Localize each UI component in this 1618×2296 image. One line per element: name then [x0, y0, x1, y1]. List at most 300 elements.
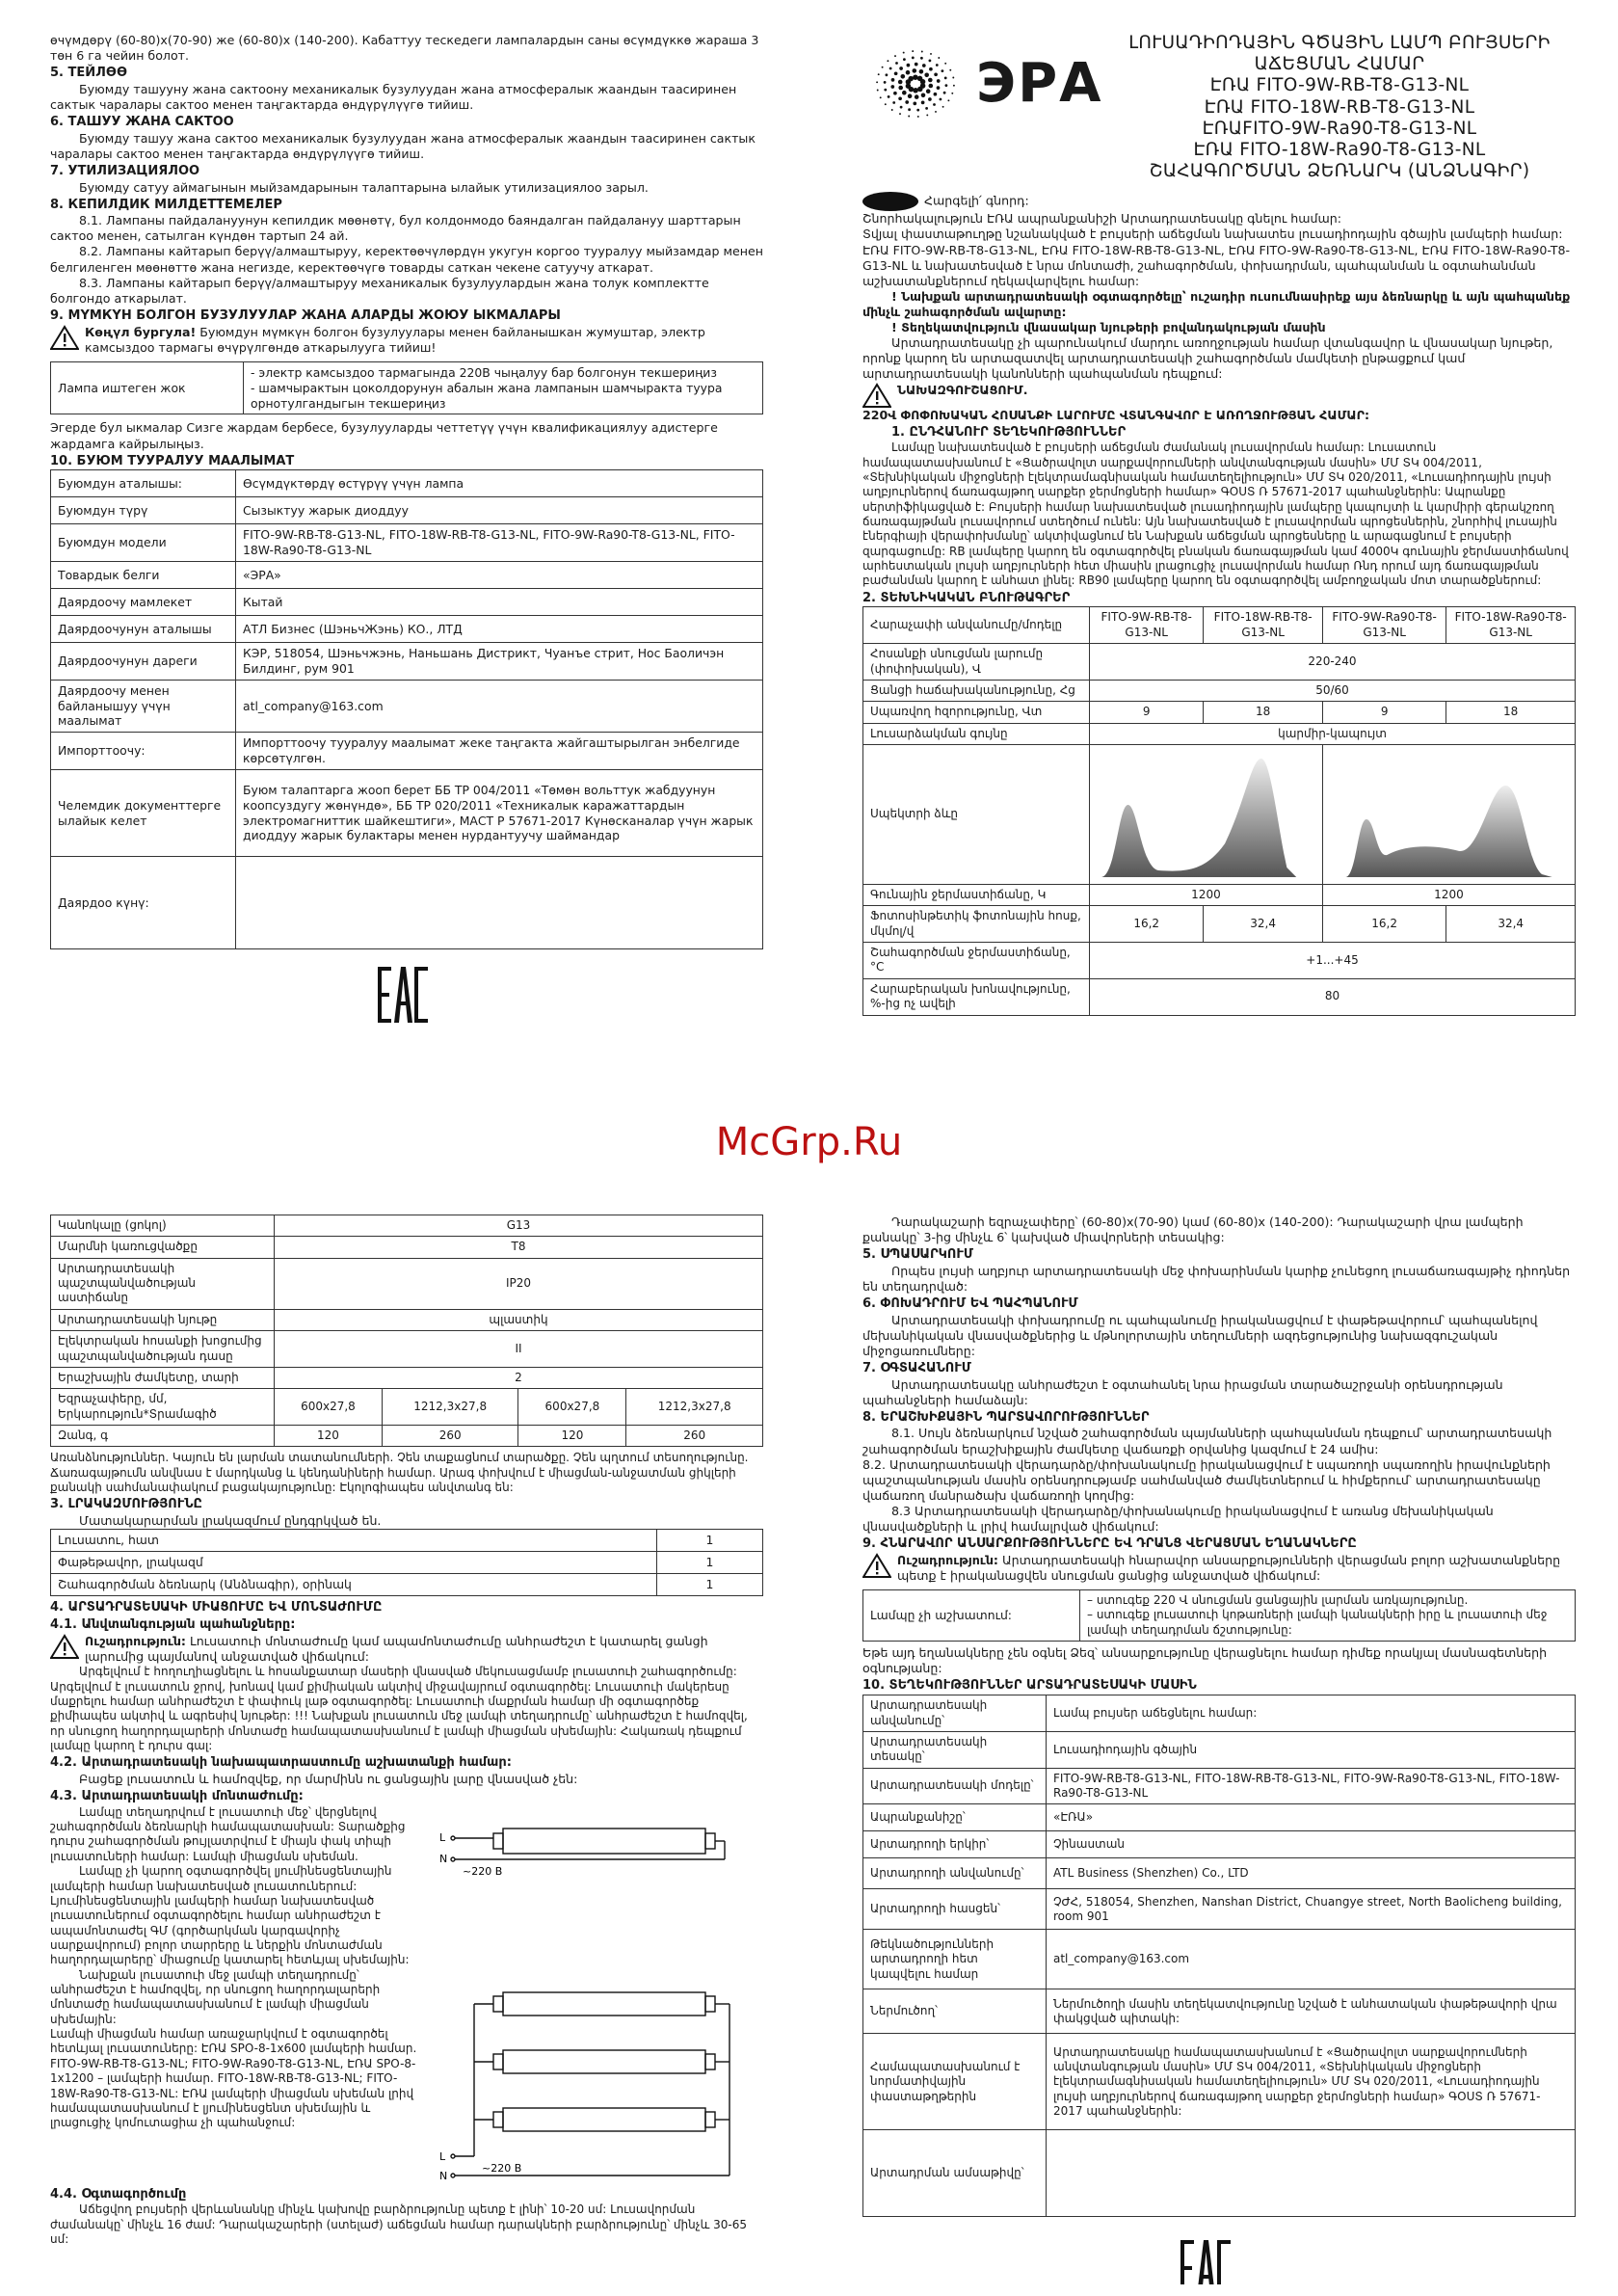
logo-dot: [951, 93, 953, 94]
info-value: Չինաստան: [1047, 1831, 1576, 1858]
era-logo: [862, 40, 1103, 127]
section-4-2-title: 4.2. Արտադրատեսակի նախապատրաստումը աշխատանքի համար:: [50, 1755, 512, 1771]
section-4-3-text: Լամպը տեղադրվում է լուսատուի մեջ՝ վերցնելով շահագործման ձեռնարկի համապատասխան: Տարածքից դուրս շահագործման թույլատրվում է միայն փակ տիպի լուսատուների համար: Լամպի միացման սխեման.: [50, 1804, 406, 1863]
page-kyrgyz: [50, 33, 763, 1093]
logo-dot: [938, 57, 940, 59]
greeting: Հարգելի՛ գնորդ:: [924, 193, 1029, 208]
logo-dot: [891, 109, 893, 111]
warning-title: ՆԱԽԱԶԳՈՒՇԱՑՈՒՄ.: [897, 382, 1028, 397]
logo-dot: [906, 70, 911, 75]
info-value: «ЭРА»: [236, 561, 763, 588]
title-line: ՇԱՀԱԳՈՐԾՄԱՆ ՁԵՌՆԱՐԿ (ԱՆՁՆԱԳԻՐ): [1149, 161, 1530, 182]
logo-dot: [907, 64, 911, 67]
logo-dot: [937, 79, 941, 83]
eac-mark: [1180, 2240, 1576, 2284]
logo-dot: [885, 103, 887, 105]
info-label: Буюмдун аталышы:: [51, 470, 236, 497]
warning-label: Ուշադրություն:: [85, 1634, 186, 1648]
logo-dot: [944, 63, 946, 65]
logo-dot: [933, 103, 936, 106]
section-3-title: 3. ԼՐԱԿԱԶՄՈՒԹՅՈՒՆԸ: [50, 1497, 202, 1512]
logo-dot: [892, 101, 895, 104]
info-value: Өсүмдүктөрдү өстүрүү үчүн лампа: [236, 470, 763, 497]
title-line: ԱՃԵՑՄԱՆ ՀԱՄԱՐ: [1254, 54, 1425, 75]
spec-label: Հարաբերական խոնավությունը, %-ից ոչ ավելի: [863, 978, 1090, 1015]
section-7-text: Буюмду сатуу аймагынын мыйзамдарынын талаптарына ылайык утилизациялоо зарыл.: [79, 179, 649, 195]
logo-dot: [913, 88, 918, 93]
info-value: ՉԺՀ, 518054, Shenzhen, Nanshan District, Chuangye street, North Baolicheng building, room 901: [1047, 1889, 1576, 1930]
logo-dot: [929, 67, 933, 71]
wire-label-l: L: [439, 1830, 446, 1844]
section-6-text: Буюмду ташуу жана сактоо механикалык бузулуудан жана атмосфералык жаандын таасиринен сактык чаралары сактоо менен таңгактарда өндүрүлүүгө тийиш.: [50, 130, 756, 161]
intro-text: Դարակաշարի եզրաչափերը՝ (60-80)x(70-90) կամ (60-80)x (140-200): Դարակաշարի վրա լամպերի քանակը՝ 3-ից մինչև 6՝ կախված միավորների տեսակից:: [862, 1215, 1524, 1245]
wire-voltage: ~220 В: [463, 1864, 503, 1878]
logo-dot: [884, 81, 887, 84]
warning-block: [862, 383, 1576, 408]
logo-dot: [894, 55, 896, 57]
spec-label: Գունային ջերմաստիճանը, Կ: [863, 884, 1090, 905]
warning-text: 220Վ ՓՈՓՈԽԱԿԱՆ ՀՈՍԱՆՔԻ ԼԱՐՈՒՄԸ ՎՏԱՆԳԱՎՈՐ Է ԱՌՈՂՋՈՒԹՅԱՆ ՀԱՄԱՐ:: [862, 407, 1370, 422]
logo-dot: [921, 51, 923, 53]
warning-text: Լուսատուի մոնտաժումը կամ ապամոնտաժումը անհրաժեշտ է կատարել ցանցի լարումից պայմանով անջատված վիճակում:: [85, 1634, 708, 1665]
logo-dot: [887, 60, 889, 62]
spec-value: 32,4: [1446, 906, 1576, 943]
logo-dot: [928, 97, 932, 101]
logo-dot: [919, 69, 924, 74]
spec-label: Սպառվող հզորությունը, Վտ: [863, 702, 1090, 723]
fault-solution: – ստուգեք 220 Վ սնուցման ցանցային լարման առկայությունը.: [1087, 1593, 1469, 1608]
wire-label-n: N: [439, 1852, 448, 1865]
section-6-title: 6. ТАШУУ ЖАНА САКТОО: [50, 115, 234, 130]
spec-label: Զանգ, գ: [51, 1425, 275, 1446]
spec-header-model: FITO-9W-Ra90-T8-G13-NL: [1322, 607, 1446, 644]
logo-dot: [908, 76, 914, 82]
spec-value: 120: [518, 1425, 626, 1446]
info-value: Сызыктуу жарык диоддуу: [236, 497, 763, 524]
logo-dot: [878, 73, 880, 75]
logo-dot: [882, 67, 884, 68]
spec-header-model: FITO-9W-RB-T8-G13-NL: [1090, 607, 1204, 644]
logo-dot: [920, 57, 923, 60]
kit-qty: 1: [657, 1530, 763, 1552]
info-value: atl_company@163.com: [1047, 1930, 1576, 1989]
fault-problem: Լամպը չի աշխատում:: [863, 1590, 1080, 1642]
section-7-title: 7. ՕԳՏԱՀԱՆՈՒՄ: [862, 1361, 971, 1376]
logo-dot: [877, 90, 879, 92]
kit-table: [50, 1529, 763, 1596]
spec-header-param: Հարաչափի անվանումը/մոդելը: [863, 607, 1090, 644]
info-value: FITO-9W-RB-T8-G13-NL, FITO-18W-RB-T8-G13-NL, FITO-9W-Ra90-T8-G13-NL, FITO-18W-Ra90-T8-G13-NL: [236, 524, 763, 562]
kit-qty: 1: [657, 1573, 763, 1595]
kit-item: Փաթեթավոր, լրակազմ: [51, 1552, 657, 1574]
info-value: КЭР, 518054, Шэньчжэнь, Наньшань Дистрикт, Чуанъе стрит, Нос Баоличэн Билдинг, рум 901: [236, 642, 763, 680]
section-8-1: 8.1. Սույն ձեռնարկում նշված շահագործման պայմանների պահպանման դեպքում՝ արտադրատեսակի շահագործման երաշխիքային ժամկետը վաճառքի օրվանից կազմում է 24 ամիս:: [862, 1426, 1552, 1456]
spec-value: կարմիր-կապույտ: [1090, 723, 1576, 744]
logo-dot: [947, 99, 949, 101]
kit-item: Շահագործման ձեռնարկ (Անձնագիր), օրինակ: [51, 1573, 657, 1595]
section-8-title: 8. КЕПИЛДИК МИЛДЕТТЕМЕЛЕР: [50, 197, 282, 212]
spec-value: 16,2: [1090, 906, 1204, 943]
spec-value: 18: [1204, 702, 1322, 723]
info-value: «ԷՌԱ»: [1047, 1804, 1576, 1831]
logo-dot: [908, 108, 911, 111]
description-text: Տվյալ փաստաթուղթը նշանակված է բույսերի աճեցման նախատես լուսադիոդային գծային լամպերի համար: ԷՌԱ FITO-9W-RB-T8-G13-NL, ԷՌԱ FITO-18W-RB-T8-G13-NL, ԷՌԱ FITO-9W-Ra90-T8-G13-NL, ԷՌԱ FITO-18W-Ra90-T8-G13-NL և նախատեսված է նրա մոնտաժի, շահագործման, փոխադրման, պահպանման և օգտահանման աշխատանքներում ղեկավարվելու համար:: [862, 227, 1571, 288]
spec-label: Երաշխային ժամկետը, տարի: [51, 1367, 275, 1388]
section-9-after: Эгерде бул ыкмалар Сизге жардам бербесе, бузулууларды четтетүү үчүн квалификациялуу адистерге жардамга кайрылыңыз.: [50, 420, 718, 451]
spec-label: Ցանցի հաճախականությունը, Հց: [863, 680, 1090, 701]
logo-dot: [915, 94, 919, 99]
info-label: Ներմուծող՝: [863, 1989, 1047, 2034]
info-value: Լուսադիոդային գծային: [1047, 1732, 1576, 1769]
eac-icon: [1180, 2240, 1231, 2284]
logo-dot: [929, 60, 932, 63]
logo-dot: [908, 116, 910, 118]
spec-value: 600x27,8: [275, 1389, 383, 1426]
warning-icon: [862, 383, 891, 408]
section-8-3: 8.3 Արտադրատեսակի վերադարձը/փոխանակումը իրականացվում է առանց մեխանիկական վնասվածքների և լրիվ համալրված վիճակում:: [862, 1504, 1494, 1535]
section-5-title: 5. ТЕЙЛӨӨ: [50, 66, 128, 81]
spec-label: Էլեկտրական հոսանքի խոցումից պաշտպանվածության դասը: [51, 1331, 275, 1368]
section-1-title: 1. ԸՆԴՀԱՆՈՒՐ ՏԵՂԵԿՈՒԹՅՈՒՆՆԵՐ: [891, 424, 1127, 440]
warning-block: [862, 1553, 1576, 1584]
spec-value: 16,2: [1322, 906, 1446, 943]
fault-solution: - шамчырактын цоколдорунун абалын жана лампанын шамчыракта туура орнотулгандыгын текшериңиз: [251, 380, 723, 411]
section-8-3: 8.3. Лампаны кайтарып берүү/алмаштыруу механикалык бузулуулардын жана толук комплектте болгондо аткарылат.: [50, 275, 709, 306]
logo-dot: [952, 77, 954, 79]
spec-value: 1200: [1090, 884, 1323, 905]
logo-dot: [917, 116, 919, 118]
section-5-title: 5. ՍՊԱՍԱՐԿՈՒՄ: [862, 1247, 973, 1263]
spec-label: Լուսարձակման գույնը: [863, 723, 1090, 744]
section-7-text: Արտադրատեսակը անհրաժեշտ է օգտահանել նրա իրացման տարածաշրջանի օրենսդրության պահանջների համաձայն:: [862, 1376, 1503, 1407]
logo-dot: [920, 79, 926, 85]
logo-dot: [891, 78, 895, 82]
watermark: McGrp.Ru: [715, 1120, 903, 1164]
logo-dot: [921, 101, 925, 105]
section-6-text: Արտադրատեսակի փոխադրումը ու պահպանումը իրականացվում է փաթեթավորում՝ պահպանելով մեխանիկական վնասվածքներից և մթնոլորտային տեղումների ազդեցությունից նախազգուշական միջոցառումները:: [862, 1312, 1538, 1358]
section-4-3-text: Լամպի միացման համար առաջարկվում է օգտագործել հետևյալ լուսատուները: ԷՌԱ SPO-8-1х600 լամպերի համար. FITO-9W-RB-T8-G13-NL; FITO-9W-Ra90-T8-G13-NL, ԷՌԱ SPO-8-1х1200 – լամպերի համար. FITO-18W-RB-T8-G13-NL; FITO-18W-Ra90-T8-G13-NL: ԷՌԱ լամպերի միացման սխեման լրիվ համապատասխանում է լյումինեսցենտ սխեմային և լրացուցիչ կոմուտացիա չի պահանջում:: [50, 2027, 417, 2130]
section-9-title: 9. ՀՆԱՐԱՎՈՐ ԱՆՍԱՐՔՈՒԹՅՈՒՆՆԵՐԸ ԵՎ ԴՐԱՆՑ ՎԵՐԱՑՄԱՆ ԵՂԱՆԱԿՆԵՐԸ: [862, 1536, 1357, 1552]
logo-dot: [895, 62, 898, 65]
spec-value: +1...+45: [1090, 943, 1576, 979]
section-3-subtitle: Մատակարարման լրակազմում ընդգրկված են.: [79, 1513, 382, 1529]
section-8-1: 8.1. Лампаны пайдалануунун кепилдик мөөнөтү, бул колдонмодо баяндалган пайдалануу шарттарын сактоо менен, сатылган күндөн тартып 24 ай.: [50, 213, 741, 244]
wiring-diagram-2: [436, 1983, 754, 2185]
kit-qty: 1: [657, 1552, 763, 1574]
section-4-4-title: 4.4. Օգտագործումը: [50, 2186, 187, 2202]
spec-value: 600x27,8: [518, 1389, 626, 1426]
logo-dot: [886, 73, 889, 76]
logo-dot: [889, 67, 892, 70]
logo-dot: [902, 91, 907, 95]
fault-table: [50, 361, 763, 415]
warning-label: Көңүл бургула!: [85, 324, 197, 339]
logo-dot: [922, 64, 926, 67]
spec-label: Եզրաչափերը, մմ, Երկարություն*Տրամագիծ: [51, 1389, 275, 1426]
title-line: ԷՌԱ FITO-9W-RB-T8-G13-NL: [1209, 75, 1470, 96]
logo-dot: [880, 96, 882, 98]
logo-dot: [903, 58, 906, 61]
info-value: FITO-9W-RB-T8-G13-NL, FITO-18W-RB-T8-G13-NL, FITO-9W-Ra90-T8-G13-NL, FITO-18W-Ra90-T8-G13-NL: [1047, 1768, 1576, 1804]
spec-label: Հոսանքի սնուցման լարումը (փոփոխական), Վ: [863, 644, 1090, 681]
thanks-text: Շնորհակալություն ԷՌԱ ապրանքանիշի Արտադրատեսակը գնելու համար:: [862, 211, 1342, 227]
spec-value: IP20: [275, 1258, 763, 1309]
info-label: Челемдик документтерге ылайык келет: [51, 770, 236, 857]
logo-dot: [942, 106, 944, 108]
section-2-title: 2. ՏԵԽՆԻԿԱԿԱՆ ԲՆՈՒԹԱԳՐԵՐ: [862, 590, 1071, 605]
product-info-table: [862, 1695, 1576, 2217]
info-value: [236, 857, 763, 949]
spec-table: [862, 606, 1576, 1015]
info-label: Импорттоочу:: [51, 733, 236, 770]
logo-dot: [934, 93, 938, 96]
spec-value: 9: [1090, 702, 1204, 723]
warning-block: [50, 1634, 763, 1665]
info-value: Ներմուծողի մասին տեղեկատվությունը նշված է անհատական փաթեթավորի վրա փակցված պիտակի:: [1047, 1989, 1576, 2034]
warning-block: [50, 325, 763, 356]
hazard-text: Արտադրատեսակը չի պարունակում մարդու առողջության համար վտանգավոր և վնասակար նյութեր, որոնք կարող են արտազատվել արտադրատեսակի շահագործման մամկետի ընթացքում կամ արտադրատեսակի կանոնների պահպանման դեպքում:: [862, 335, 1553, 382]
info-label: Буюмдун модели: [51, 524, 236, 562]
info-label: Товардык белги: [51, 561, 236, 588]
logo-dot: [915, 63, 918, 67]
section-4-3-text: Լամպը չի կարող օգտագործվել լյումինեսցենտային լամպերի համար նախատեսված լուսատուներում: Լյումինեսցենտային լամպերի համար նախատեսված լուսատուներում օգտագործելու համար անհրաժեշտ է ապամոնտաժել ԳՄ (գործարկման կարգավորիչ սարքավորում) բոլոր տարրերը և ներքին մոնտաժման հաղորդալարերը՝ միացումը կատարել հետևյալ սխեմային:: [50, 1864, 410, 1967]
logo-dot: [903, 52, 905, 54]
logo-dot: [898, 80, 903, 85]
section-8-title: 8. ԵՐԱՇԽԻՔԱՅԻՆ ՊԱՐՏԱՎՈՐՈՒԹՅՈՒՆՆԵՐ: [862, 1409, 1150, 1425]
info-label: Արտադրատեսակի տեսակը՝: [863, 1732, 1047, 1769]
logo-dot: [937, 86, 941, 90]
spec-label: Ֆոտոսինթետիկ ֆոտոնային հոսք, մկմոլ/վ: [863, 906, 1090, 943]
info-label: Արտադրման ամսաթիվը՝: [863, 2130, 1047, 2217]
logo-dot: [893, 92, 897, 95]
spec-value: II: [275, 1331, 763, 1368]
section-8-2: 8.2. Արտադրատեսակի վերադարձը/փոխանակումը իրականացվում է սպառողի սպառողին իրավունքների պաշտպանության մասին օրենսդրությամբ սահմանված ժամկետներում և հիմքերում՝ արտադրատեսակը վաճառող մանրածախ վաճառողի կողմից:: [862, 1456, 1551, 1503]
logo-dot: [934, 72, 938, 76]
wire-label-l: L: [439, 2149, 446, 2163]
spec-value: 80: [1090, 978, 1576, 1015]
spec-value: 120: [275, 1425, 383, 1446]
info-label: Даярдоочу мамлекет: [51, 588, 236, 615]
wire-voltage: ~220 B: [482, 2161, 522, 2175]
title-line: ԼՈՒՍԱԴԻՈԴԱՅԻՆ ԳԾԱՅԻՆ ԼԱՄՊ ԲՈՒՅՍԵՐԻ: [1128, 33, 1551, 53]
section-10-title: 10. БУЮМ ТУУРАЛУУ МААЛЫМАТ: [50, 453, 295, 468]
logo-dot: [926, 114, 928, 116]
spectrum-rb-chart: [1092, 747, 1320, 882]
info-label: Թեկնածությունների արտադրողի հետ կապվելու համար: [863, 1930, 1047, 1989]
info-value: Буюм талаптарга жооп берет ББ ТР 004/2011 «Төмөн вольттук жабдуунун коопсуздугу жөнүндө», ББ ТР 020/2011 «Техникалык каражаттардын электромагниттик шайкештиги», МАСТ Р 57671-2017 Күнөсканалар үчүн жарык диоддуу жарык булактары менен нурдантуучу шаймандар: [236, 770, 763, 857]
logo-dot: [913, 74, 918, 80]
title-line: ԷՌԱ FITO-18W-RB-T8-G13-NL: [1204, 96, 1475, 118]
logo-dot: [935, 111, 937, 113]
logo-dot: [908, 93, 913, 98]
logo-dot: [942, 69, 944, 72]
features-note: Առանձնություններ. Կայուն են լարման տատանումների. Չեն տաքացնում տարածքը. Չեն պղտում տեսողությունը. Ճառագայթումն անվնաս է մարդկանց և կենդանիների համար. Արագ փոխվում է միացման-անջատման ցիկլերի քանակի սահմանափակում բացակայությունը: Էկոլոգիապես անվտանգ են:: [50, 1451, 749, 1495]
wire-label-n: N: [439, 2169, 448, 2182]
warning-text: Буюмдун мүмкүн болгон бузулуулары менен байланышкан жумуштар, электр камсыздоо тармагы өчүрүлгөндө аткарылууга тийиш!: [85, 324, 705, 355]
spec-value: 260: [626, 1425, 763, 1446]
info-value: ATL Business (Shenzhen) Co., LTD: [1047, 1858, 1576, 1889]
info-value: Кытай: [236, 588, 763, 615]
spec-label: Մարմնի կառուցվածքը: [51, 1237, 275, 1258]
title-line: ԷՌԱFITO-9W-Ra90-T8-G13-NL: [1202, 118, 1477, 139]
info-label: Даярдоочунун дареги: [51, 642, 236, 680]
info-label: Համապատասխանում է նորմատիվային փաստաթղթերին: [863, 2034, 1047, 2130]
section-4-1-title: 4.1. Անվտանգության պահանջները:: [50, 1617, 296, 1633]
fault-problem: Лампа иштеген жок: [51, 361, 244, 414]
logo-dot: [900, 106, 903, 109]
logo-dot: [876, 81, 878, 83]
spec-value: 1212,3x27,8: [626, 1389, 763, 1426]
logo-dot: [943, 92, 946, 94]
info-value: АТЛ Бизнес (ШэньчЖэнь) КО., ЛТД: [236, 615, 763, 642]
info-label: Даярдоочу менен байланышуу үчүн маалымат: [51, 680, 236, 733]
section-6-title: 6. ՓՈԽԱԴՐՈՒՄ ԵՎ ՊԱՀՊԱՆՈՒՄ: [862, 1296, 1078, 1312]
spec-value: 260: [382, 1425, 518, 1446]
info-value: Импорттоочу тууралуу маалымат жеке таңгакта жайгаштырылган энбелгиде көрсөтүлгөн.: [236, 733, 763, 770]
info-label: Արտադրողի հասցեն՝: [863, 1889, 1047, 1930]
info-label: Даярдоочунун аталышы: [51, 615, 236, 642]
spec-label: Շահագործման ջերմաստիճանը, °C: [863, 943, 1090, 979]
spec-label: Սպեկտրի ձևը: [863, 744, 1090, 884]
spec-value: G13: [275, 1215, 763, 1237]
spec-header-model: FITO-18W-Ra90-T8-G13-NL: [1446, 607, 1576, 644]
eac-mark: [378, 967, 763, 1027]
logo-dot: [928, 78, 933, 83]
logo-dot: [901, 74, 906, 79]
logo-dot: [894, 71, 898, 75]
spectrum-ra90-chart: [1325, 747, 1573, 882]
warning-icon: [50, 325, 79, 350]
section-4-2-text: Բացեք լուսատուն և համոզվեք, որ մարմինն ու ցանցային լարը վնասված չեն:: [79, 1772, 578, 1786]
section-7-title: 7. УТИЛИЗАЦИЯЛОО: [50, 163, 200, 178]
section-5-text: Որպես լույսի աղբյուր արտադրատեսակի մեջ փոխարինման կարիք չունեցող լուսաճառագայթիչ դիոդներ են տեղադրված:: [862, 1263, 1571, 1294]
spec-value: 50/60: [1090, 680, 1576, 701]
info-label: Буюмдун түрү: [51, 497, 236, 524]
logo-dot: [916, 109, 919, 112]
spec-value: 18: [1446, 702, 1576, 723]
info-label: Даярдоо күнү:: [51, 857, 236, 949]
spec-value: 2: [275, 1367, 763, 1388]
wiring-diagrams: [436, 1805, 763, 2185]
section-1-text: Լամպը նախատեսված է բույսերի աճեցման ժամանակ լուսավորման համար: Լուսատուն համապատասխանում է «Ցածրավոլտ սարքավորումների անվտանգության մասին» ՄՄ ՏԿ 004/2011, «Տեխնիկական միջոցների էլեկտրամագնիսական համատեղելիություն» ՄՄ ՏԿ 020/2011, «Լուսադիոդային լույսի աղբյուրներով ճառագայթող սարքեր ջերմոցների համար» ԳՕՍՏ Ռ 57671-2017 պահանջներին: Ապրանքը սերտիֆիկացված է: Բույսերի համար նախատեսված լուսադիոդային լամպերը կապույտի և կարմիրի գերակշռող ճառագայթման լուսավորում ստեղծում ունեն: Այն նախատեսված է լուսավորման պրոցեսներին, շնորհիվ լուսային էներգիայի վերափոխմանը՝ ակտիվացնում են Նախքան աճեցման պրոցեսները և արագացնում է բույսերի զարգացումը: RB լամպերը կարող են օգտագործվել բնական ճառագայթման կամ 4000Կ գունային ջերմաստիճանով արհեստական լույսի աղբյուրների հետ միասին լրացուցիչ լուսավորման համար Ռնդ որում այդ ճառագայթման բաժանման կարող է անհատ լինել: RB90 լամպերը կարող են օգտագործվել ամբողջական մոտ տարածքներում:: [862, 441, 1569, 588]
logo-dot: [924, 73, 929, 78]
logo-dot: [912, 57, 915, 60]
logo-dot: [917, 87, 923, 93]
section-4-title: 4. ԱՐՏԱԴՐԱՏԵՍԱԿԻ ՄԻԱՑՈՒՄԸ ԵՎ ՄՈՆՏԱԺՈՒՄԸ: [50, 1599, 383, 1615]
info-label: Արտադրողի երկիր՝: [863, 1831, 1047, 1858]
notice-read: ! Նախքան արտադրատեսակի օգտագործելը՝ ուշադիր ուսումնասիրեք այս ձեռնարկը և այն պահպանեք մինչև շահագործման ավարտը:: [862, 288, 1571, 319]
fault-solution: - электр камсыздоо тармагында 220В чыңалуу бар болгонун текшериңиз: [251, 364, 717, 380]
era-logo-icon: [862, 40, 968, 127]
info-label: Ապրանքանիշը՝: [863, 1804, 1047, 1831]
wiring-diagram-1: [436, 1809, 754, 1915]
logo-text: ЭРА: [976, 52, 1103, 116]
spec-value: T8: [275, 1237, 763, 1258]
logo-dot: [929, 84, 934, 89]
page-armenian-3: [862, 1215, 1576, 2284]
warning-label: Ուշադրություն:: [897, 1552, 998, 1567]
warning-icon: [862, 1553, 891, 1578]
eac-icon: [378, 967, 428, 1023]
logo-dot: [930, 53, 932, 55]
logo-dot: [888, 95, 890, 98]
title-line: ԷՌԱ FITO-18W-Ra90-T8-G13-NL: [1193, 139, 1486, 160]
intro-text: өчүмдөрү (60-80)х(70-90) же (60-80)х (140-200). Кабаттуу тескедеги лампалардын саны өсүмдүккө жараша 3 төн 6 га чейин болот.: [50, 33, 759, 64]
logo-dot: [925, 107, 928, 110]
logo-dot: [921, 93, 926, 98]
logo-dot: [953, 85, 955, 87]
logo-dot: [912, 50, 914, 52]
info-value: Լամպ բույսեր աճեցնելու համար:: [1047, 1695, 1576, 1732]
spec-value: 1200: [1322, 884, 1575, 905]
spec-value: 1212,3x27,8: [382, 1389, 518, 1426]
pill-icon: [862, 192, 918, 211]
spec-value: պլաստիկ: [275, 1309, 763, 1330]
logo-dot: [905, 100, 909, 104]
spec-header-model: FITO-18W-RB-T8-G13-NL: [1204, 607, 1322, 644]
spectrum-ra90: [1322, 744, 1575, 884]
product-info-table: [50, 469, 763, 949]
spec-label: Արտադրատեսակի նյութը: [51, 1309, 275, 1330]
logo-dot: [926, 89, 931, 93]
logo-dot: [899, 113, 901, 115]
section-9-after: Եթե այդ եղանակները չեն օգնել Ձեզ՝ անսարքությունը վերացնելու համար դիմեք որակյալ մասնագետների օգնությանը:: [862, 1645, 1548, 1676]
warning-text: Արտադրատեսակի հնարավոր անսարքությունների վերացման բոլոր աշխատանքները պետք է իրականացվեն սնուցման ցանցից անջատված վիճակում:: [897, 1552, 1561, 1583]
section-4-1-text: Արգելվում է հողուղիացնելու և հոսանքատար մասերի վնասված մեկուսացմամբ լուսատուի շահագործումը: Արգելվում է լուսատուն ջրով, խոնավ կամ քիմիական ակտիվ միջավայրում օգտագործել: Լուսատուի մակերեսը մաքրելու համար անհրաժեշտ է փափուկ լաթ օգտագործել: Լուսատուի մաքրման համար մի օգտագործեք քիմիապես ակտիվ և ագրեսիվ նյութեր: !!! Նախքան լուսատուն մեջ լամպի տեղադրումը՝ անհրաժեշտ է համոզվել, որ սնուցող հաղորդալարերի մոնտաժը համապատասխանում է լամպի միացման սխեմային: Հակառակ դեպքում լամպը կարող է դուրս գալ:: [50, 1665, 748, 1753]
logo-dot: [913, 68, 917, 73]
spec-value: 32,4: [1204, 906, 1322, 943]
spec-label: Արտադրատեսակի պաշտպանվածության աստիճանը: [51, 1258, 275, 1309]
fault-table: [862, 1589, 1576, 1642]
info-value: Արտադրատեսակը համապատասխանում է «Ցածրավոլտ սարքավորումների անվտանգության մասին» ՄՄ ՏԿ 004/2011, «Տեխնիկական միջոցների էլեկտրամագնիսական համատեղելիություն» ՄՄ ՏԿ 020/2011, «Լուսադիոդային լույսի աղբյուրներով ճառագայթող սարքեր ջերմոցների համար» ԳՕՍՏ Ռ 57671-2017 պահանջներին:: [1047, 2034, 1576, 2130]
spec-value: 220-240: [1090, 644, 1576, 681]
section-10-title: 10. ՏԵՂԵԿՈՒԹՅՈՒՆՆԵՐ ԱՐՏԱԴՐԱՏԵՍԱԿԻ ՄԱՍԻՆ: [862, 1678, 1197, 1694]
section-4-3-title: 4.3. Արտադրատեսակի մոնտաժումը:: [50, 1789, 304, 1804]
info-label: Արտադրատեսակի անվանումը՝: [863, 1695, 1047, 1732]
info-value: [1047, 2130, 1576, 2217]
section-8-2: 8.2. Лампаны кайтарып берүү/алмаштыруу, керектөөчүлөрдүн укугун коргоо тууралуу мыйзамдар менен белгиленген мөөнөттө жана негизде, керектөөчүгө товарды саткан чекене сатуучу аткарат.: [50, 244, 763, 275]
notice-hazard: ! Տեղեկատվություն վնասակար նյութերի բովանդակության մասին: [891, 320, 1326, 335]
info-label: Արտադրողի անվանումը՝: [863, 1858, 1047, 1889]
logo-dot: [890, 85, 894, 89]
logo-dot: [898, 86, 903, 91]
document-title: [1103, 33, 1576, 182]
logo-dot: [898, 96, 902, 100]
spec-table-continued: [50, 1215, 763, 1447]
logo-dot: [945, 84, 948, 87]
logo-dot: [949, 69, 951, 71]
logo-dot: [944, 77, 947, 80]
section-5-text: Буюмду ташууну жана сактоону механикалык бузулуудан жана атмосфералык жаандын таасиринен сактык чаралары сактоо менен таңгактарда өндүрүлүүгө тийиш.: [50, 81, 737, 112]
info-label: Արտադրատեսակի մոդելը՝: [863, 1768, 1047, 1804]
page-armenian-2: [50, 1215, 763, 2284]
page-armenian-1: [862, 33, 1576, 1093]
logo-dot: [899, 67, 903, 70]
section-4-3-text: Նախքան լուսատուի մեջ լամպի տեղադրումը՝ անհրաժեշտ է համոզվել, որ սնուցող հաղորդալարերի մոնտաժը համապատասխանում է լամպի միացման սխեմային:: [50, 1967, 381, 2026]
fault-solution: – ստուգեք լուսատուի կոթառների լամպի կանակների իրը և լուսատուի մեջ լամպի տեղադրման ճշտությունը:: [1087, 1608, 1548, 1637]
logo-dot: [936, 64, 939, 67]
info-value: atl_company@163.com: [236, 680, 763, 733]
warning-icon: [50, 1634, 79, 1659]
logo-dot: [884, 89, 887, 92]
spec-label: Կանոկալը (ցոկոլ): [51, 1215, 275, 1237]
section-4-4-text: Աճեցվող բույսերի վերևանանկը մինչև կախովը բարձրությունը պետք է լինի՝ 10-20 սմ: Լուսավորման ժամանակը՝ մինչև 16 ժամ: Դարակաշարերի (ստելաժ) աճեցման համար դարակների բարձրությունը՝ մինչև 30-65 սմ:: [50, 2203, 748, 2247]
logo-dot: [913, 102, 916, 106]
kit-item: Լուսատու, հատ: [51, 1530, 657, 1552]
section-9-title: 9. МҮМКҮН БОЛГОН БУЗУЛУУЛАР ЖАНА АЛАРДЫ ЖОЮУ ЫКМАЛАРЫ: [50, 307, 561, 323]
logo-dot: [940, 98, 942, 101]
spectrum-rb: [1090, 744, 1323, 884]
